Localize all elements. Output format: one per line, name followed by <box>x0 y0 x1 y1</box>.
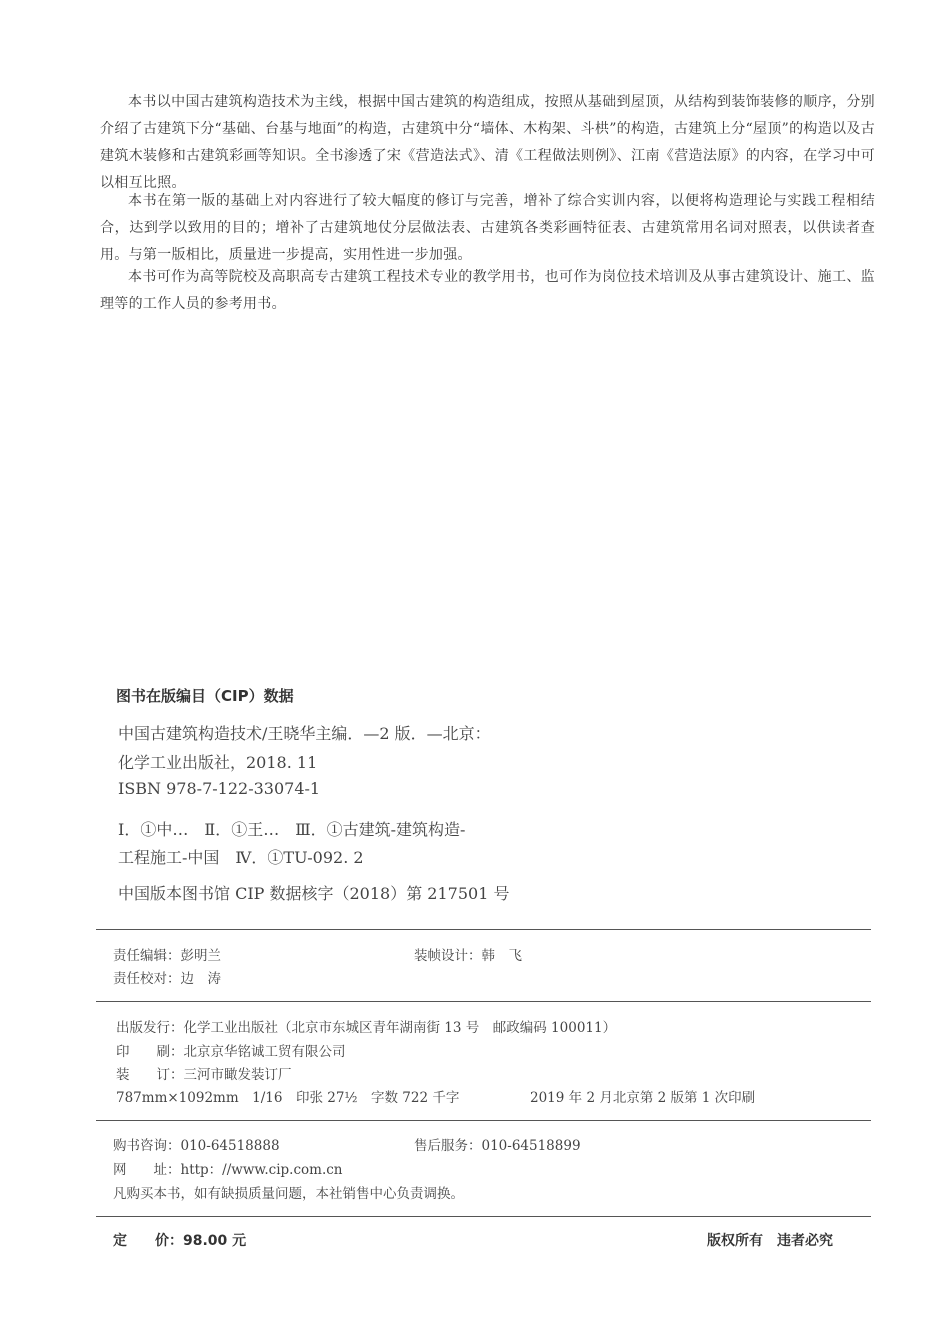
cip-isbn: ISBN 978-7-122-33074-1 <box>118 779 321 798</box>
copyright-notice: 版权所有 违者必究 <box>707 1233 833 1249</box>
responsible-proofreader: 责任校对：边 涛 <box>113 971 221 987</box>
description-paragraph-3: 本书可作为高等院校及高职高专古建筑工程技术专业的教学用书，也可作为岗位技术培训及从事古建筑设计、施工、监理等的工作人员的参考用书。 <box>100 269 875 312</box>
after-sales-phone: 售后服务：010-64518899 <box>414 1138 581 1154</box>
divider <box>96 1001 871 1002</box>
cip-record-number: 中国版本图书馆 CIP 数据核字（2018）第 217501 号 <box>118 884 510 903</box>
order-phone: 购书咨询：010-64518888 <box>113 1138 280 1154</box>
edition-info: 2019 年 2 月北京第 2 版第 1 次印刷 <box>530 1090 756 1106</box>
divider <box>96 1216 871 1217</box>
responsible-editor: 责任编辑：彭明兰 <box>113 948 221 964</box>
cip-publisher-line: 化学工业出版社，2018. 11 <box>118 753 318 772</box>
cip-heading: 图书在版编目（CIP）数据 <box>116 687 294 705</box>
price: 定 价：98.00 元 <box>113 1233 247 1249</box>
printer-info: 印 刷：北京京华铭诚工贸有限公司 <box>116 1044 346 1060</box>
format-info: 787mm×1092mm 1/16 印张 27½ 字数 722 千字 <box>116 1090 460 1106</box>
cip-classification-line: Ⅰ．①中… Ⅱ．①王… Ⅲ．①古建筑-建筑构造- <box>118 820 466 839</box>
description-paragraph-2: 本书在第一版的基础上对内容进行了较大幅度的修订与完善，增补了综合实训内容，以便将构造理论与实践工程相结合，达到学以致用的目的；增补了古建筑地仗分层做法表、古建筑各类彩画特征表、古建筑常用名词对照表，以供读者查用。与第一版相比，质量进一步提高，实用性进一步加强。 <box>100 193 875 263</box>
quality-notice: 凡购买本书，如有缺损质量问题，本社销售中心负责调换。 <box>113 1186 464 1202</box>
divider <box>96 929 871 930</box>
cip-classification-line-2: 工程施工-中国 Ⅳ．①TU-092. 2 <box>118 848 364 867</box>
binding-info: 装 订：三河市瞰发装订厂 <box>116 1067 292 1083</box>
website: 网 址：http：//www.cip.com.cn <box>113 1162 343 1178</box>
divider <box>96 1120 871 1121</box>
cover-designer: 装帧设计：韩 飞 <box>414 948 522 964</box>
publisher-info: 出版发行：化学工业出版社（北京市东城区青年湖南街 13 号 邮政编码 100011） <box>116 1020 617 1036</box>
description-paragraph-1: 本书以中国古建筑构造技术为主线，根据中国古建筑的构造组成，按照从基础到屋顶，从结构到装饰装修的顺序，分别介绍了古建筑下分“基础、台基与地面”的构造，古建筑中分“墙体、木构架、斗栱”的构造，古建筑上分“屋顶”的构造以及古建筑木装修和古建筑彩画等知识。全书渗透了宋《营造法式》、清《工程做法则例》、江南《营造法原》的内容，在学习中可以相互比照。 <box>100 94 875 191</box>
cip-title-line: 中国古建筑构造技术/王晓华主编．—2 版．—北京： <box>118 724 491 743</box>
